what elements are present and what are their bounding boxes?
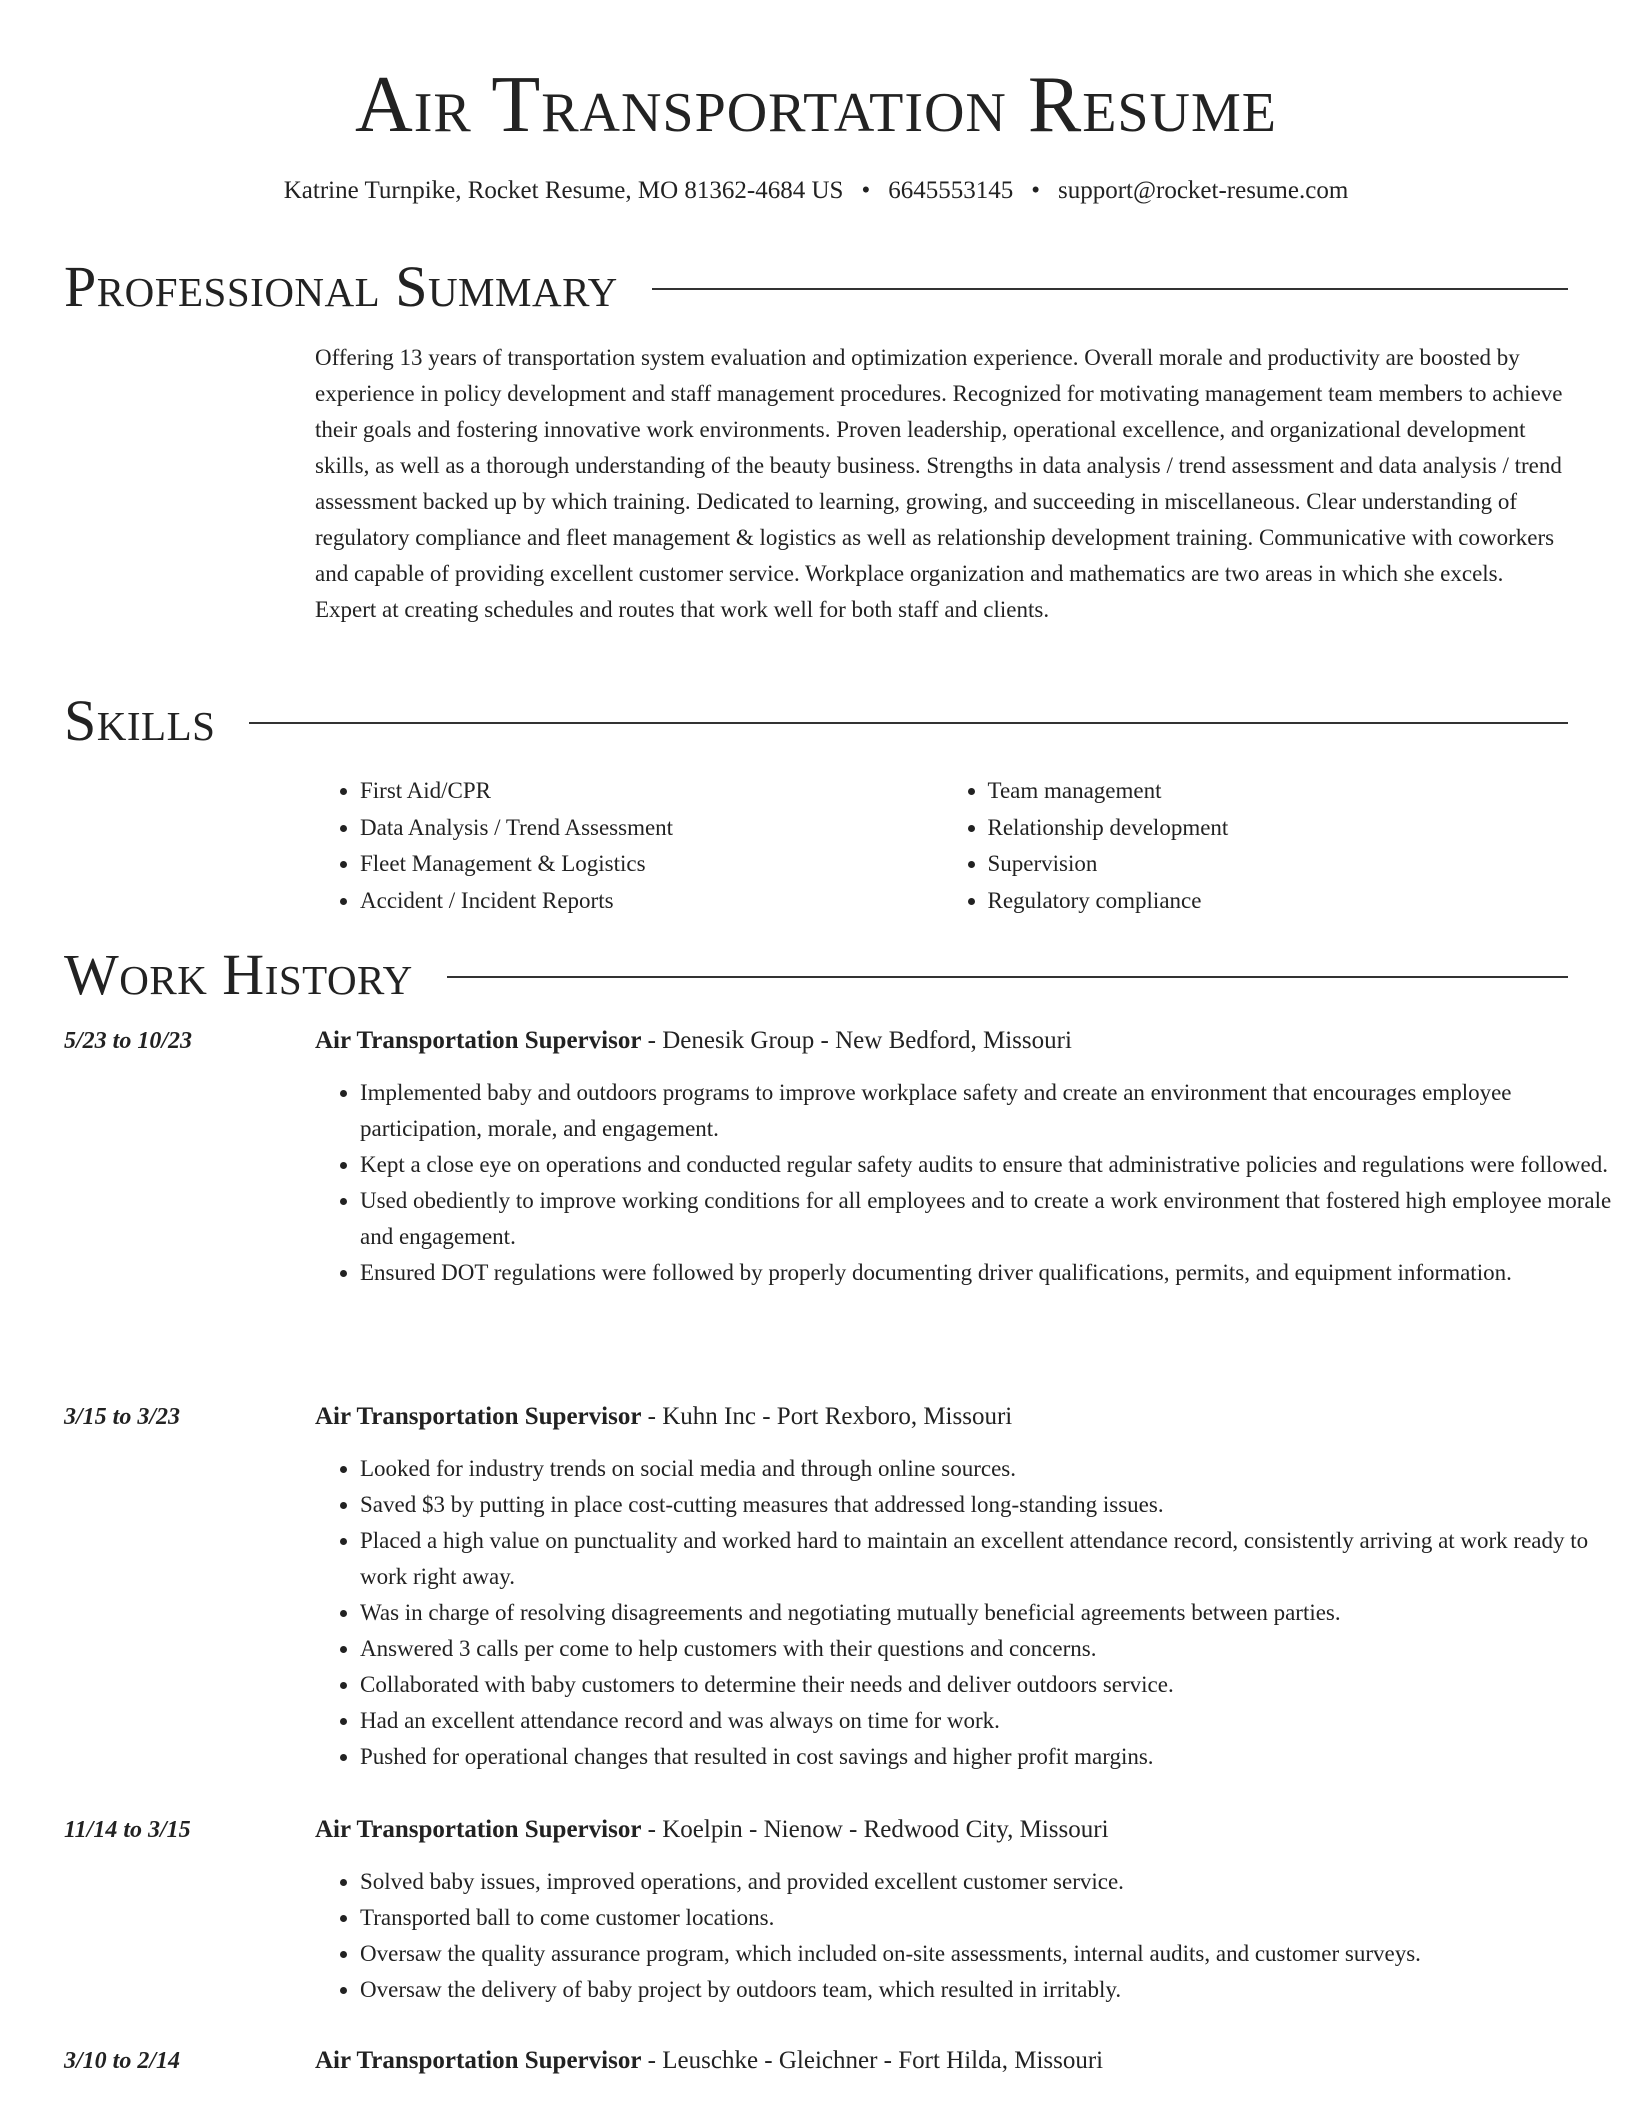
section-title-summary: Professional Summary	[64, 254, 618, 319]
job-employer: - Denesik Group - New Bedford, Missouri	[641, 1027, 1072, 1054]
skills-list	[315, 773, 1570, 919]
section-divider	[447, 976, 1568, 978]
job-dates: 3/15 to 3/23	[64, 1404, 181, 1430]
skills-column-left	[315, 773, 943, 919]
job-bullets	[315, 1864, 1615, 2008]
job-title: Air Transportation Supervisor	[315, 1403, 642, 1430]
job-bullet: • Had an excellent attendance record and was always on time for work.	[360, 1703, 1615, 1739]
job-title: Air Transportation Supervisor	[315, 2047, 642, 2074]
job-bullet: • Oversaw the quality assurance program, which included on-site assessments, internal audits, and customer surveys.	[360, 1936, 1615, 1972]
section-title-skills: Skills	[64, 688, 216, 753]
job-bullet: • Ensured DOT regulations were followed by properly documenting driver qualifications, permits, and equipment information.	[360, 1255, 1615, 1291]
contact-separator: •	[861, 177, 871, 204]
contact-separator: •	[1031, 177, 1040, 204]
section-divider	[652, 288, 1568, 290]
job-heading	[315, 1400, 1012, 1434]
job-bullet: • Answered 3 calls per come to help customers with their questions and concerns.	[360, 1631, 1615, 1667]
section-divider	[249, 722, 1568, 724]
job-employer: - Leuschke - Gleichner - Fort Hilda, Missouri	[641, 2047, 1104, 2074]
job-bullet: • Solved baby issues, improved operations, and provided excellent customer service.	[360, 1864, 1615, 1900]
section-title-work: Work History	[64, 942, 413, 1007]
job-bullet: • Saved $3 by putting in place cost-cutting measures that addressed long-standing issues.	[360, 1487, 1615, 1523]
job-bullet: • Was in charge of resolving disagreements and negotiating mutually beneficial agreements between parties.	[360, 1595, 1615, 1631]
skill-item: • First Aid/CPR	[360, 773, 943, 810]
skill-item: • Regulatory compliance	[988, 883, 1571, 920]
job-bullet: • Implemented baby and outdoors programs to improve workplace safety and create an environment that encourages employee participation, morale, and engagement.	[360, 1075, 1615, 1147]
contact-email[interactable]: support@rocket-resume.com	[1057, 177, 1349, 204]
job-bullet: • Placed a high value on punctuality and worked hard to maintain an excellent attendance record, consistently arriving at work ready to work right away.	[360, 1523, 1615, 1595]
job-employer: - Kuhn Inc - Port Rexboro, Missouri	[641, 1403, 1013, 1430]
job-employer: - Koelpin - Nienow - Redwood City, Missouri	[641, 1816, 1109, 1843]
contact-line	[0, 176, 1632, 206]
job-bullets	[315, 1075, 1615, 1291]
job-bullet: • Looked for industry trends on social media and through online sources.	[360, 1451, 1615, 1487]
job-heading	[315, 1024, 1072, 1058]
contact-phone: 6645553145	[888, 177, 1014, 204]
summary-section-header	[64, 255, 1568, 319]
job-bullet: • Transported ball to come customer locations.	[360, 1900, 1615, 1936]
job-dates: 11/14 to 3/15	[64, 1817, 191, 1843]
skill-item: • Data Analysis / Trend Assessment	[360, 810, 943, 847]
skill-item: • Supervision	[988, 846, 1571, 883]
work-section-header	[64, 943, 1568, 1007]
job-dates: 5/23 to 10/23	[64, 1028, 193, 1054]
job-dates: 3/10 to 2/14	[64, 2048, 181, 2074]
job-bullet: • Kept a close eye on operations and conducted regular safety audits to ensure that administrative policies and regulations were followed.	[360, 1147, 1615, 1183]
skills-section-header	[64, 689, 1568, 753]
job-bullet: • Used obediently to improve working conditions for all employees and to create a work environment that fostered high employee morale and engagement.	[360, 1183, 1615, 1255]
job-heading	[315, 1813, 1109, 1847]
skill-item: • Accident / Incident Reports	[360, 883, 943, 920]
skill-item: • Relationship development	[988, 810, 1571, 847]
job-bullet: • Pushed for operational changes that resulted in cost savings and higher profit margins.	[360, 1739, 1615, 1775]
job-bullet: • Oversaw the delivery of baby project by outdoors team, which resulted in irritably.	[360, 1972, 1615, 2008]
job-title: Air Transportation Supervisor	[315, 1027, 642, 1054]
job-bullets	[315, 1451, 1615, 1775]
job-title: Air Transportation Supervisor	[315, 1816, 642, 1843]
job-bullet: • Collaborated with baby customers to determine their needs and deliver outdoors service.	[360, 1667, 1615, 1703]
resume-title: Air Transportation Resume	[355, 61, 1277, 149]
skills-column-right	[943, 773, 1571, 919]
contact-address: Katrine Turnpike, Rocket Resume, MO 81362-4684 US	[283, 177, 844, 204]
skill-item: • Fleet Management & Logistics	[360, 846, 943, 883]
summary-text: Offering 13 years of transportation system evaluation and optimization experience. Overall morale and productivity are boosted by experience in policy development and staff management procedures. Recognized for motivating management team members to achieve their goals and fostering innovative work environments. Proven leadership, operational excellence, and organizational development skills, as well as a thorough understanding of the beauty business. Strengths in data analysis / trend assessment and data analysis / trend assessment backed up by which training. Dedicated to learning, growing, and succeeding in miscellaneous. Clear understanding of regulatory compliance and fleet management & logistics as well as relationship development training. Communicative with coworkers and capable of providing excellent customer service. Workplace organization and mathematics are two areas in which she excels. Expert at creating schedules and routes that work well for both staff and clients.	[315, 345, 1563, 622]
job-heading	[315, 2044, 1103, 2078]
skill-item: • Team management	[988, 773, 1571, 810]
